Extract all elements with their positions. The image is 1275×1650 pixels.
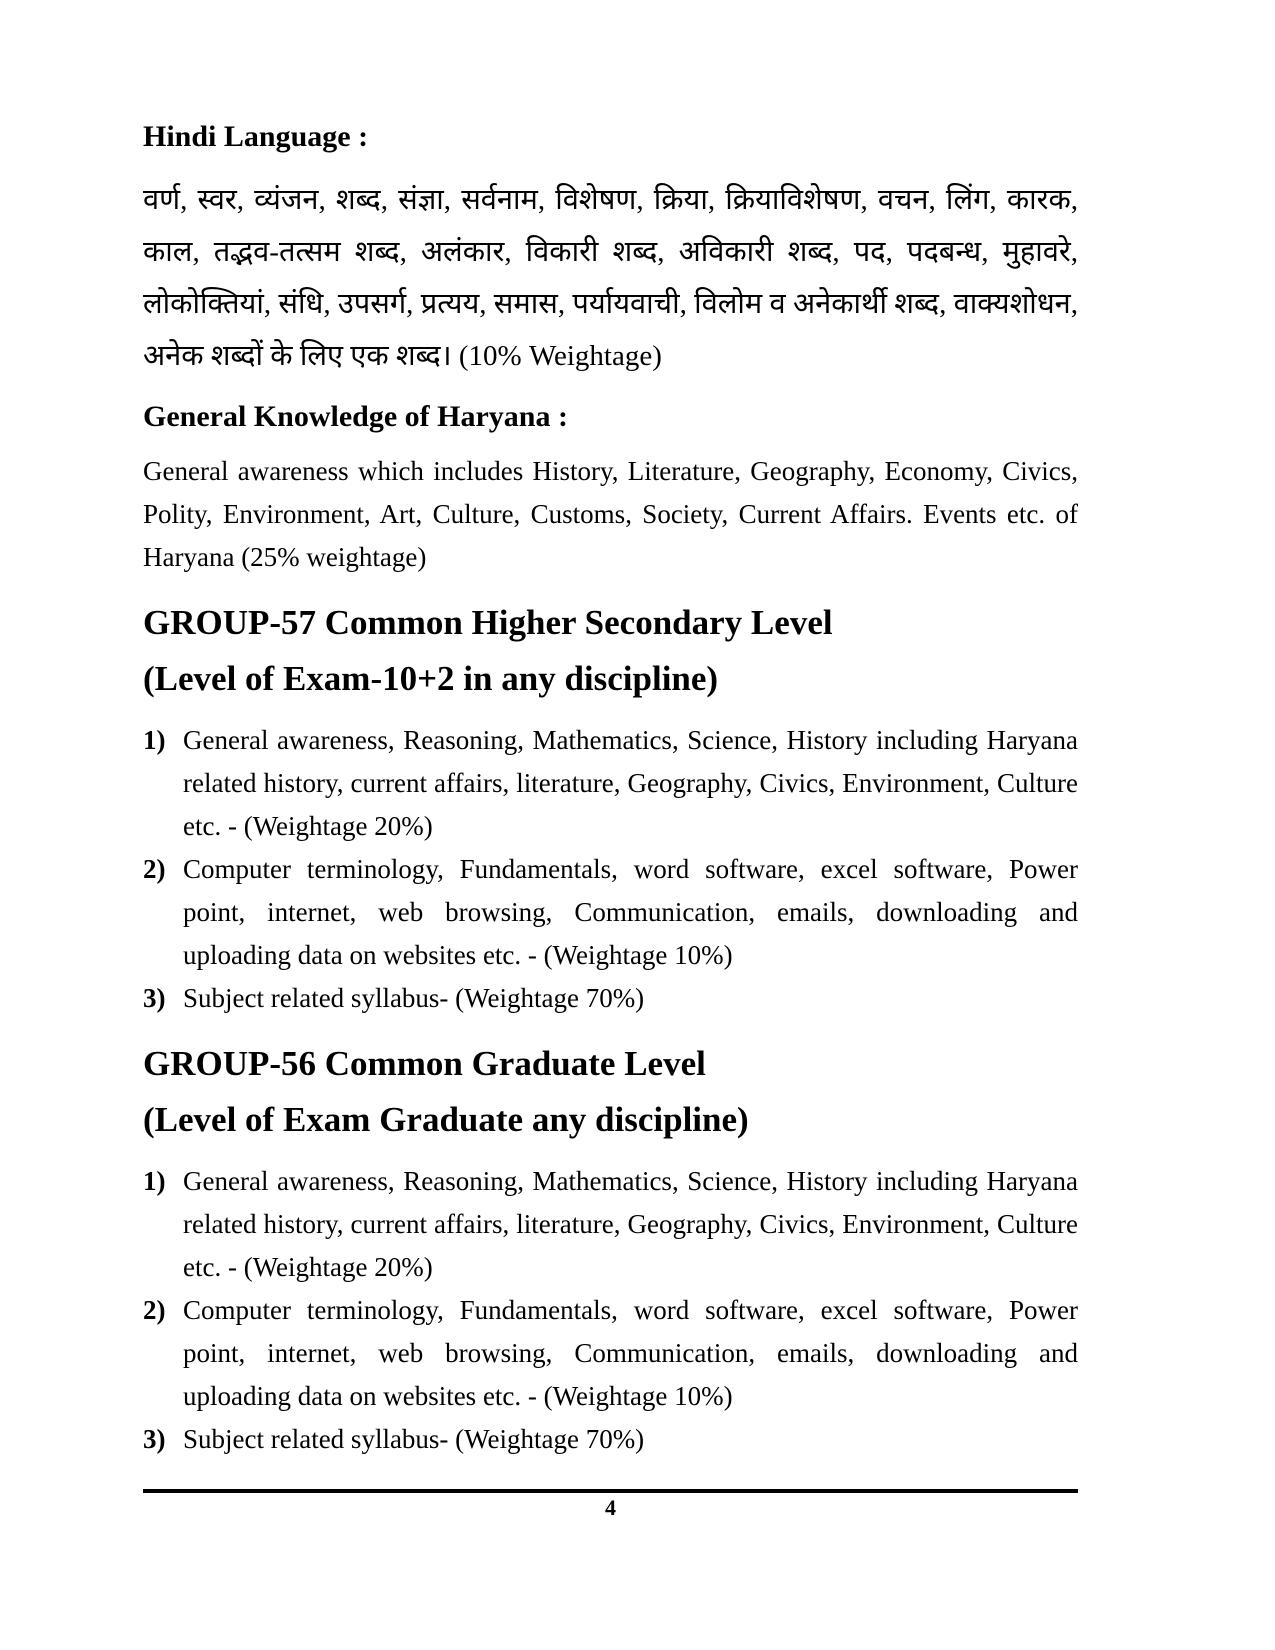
page-number: 4 [605,1495,616,1520]
group57-title-line2: (Level of Exam-10+2 in any discipline) [143,659,719,698]
group56-list-item-3 [143,1418,1078,1461]
list-item-text: Subject related syllabus- (Weightage 70%) [183,983,645,1013]
group56-title-line1: GROUP-56 Common Graduate Level [143,1044,706,1083]
page-footer [143,1489,1078,1521]
group57-list-item-3 [143,977,1078,1020]
document-content [143,0,1078,1461]
list-item-text: General awareness, Reasoning, Mathematics, Science, History including Haryana related history, current affairs, literature, Geography, Civics, Environment, Culture etc. - (Weightage 20%) [183,1166,1078,1282]
hindi-language-text: वर्ण, स्वर, व्यंजन, शब्द, संज्ञा, सर्वनाम, विशेषण, क्रिया, क्रियाविशेषण, वचन, लिंग, कारक, काल, तद्भव-तत्सम शब्द, अलंकार, विकारी शब्द, अविकारी शब्द, पद, पदबन्ध, मुहावरे, लोकोक्तियां, संधि, उपसर्ग, प्रत्यय, समास, पर्यायवाची, विलोम व अनेकार्थी शब्द, वाक्यशोधन, अनेक शब्दों के लिए एक शब्द। [143,184,1078,372]
list-item-marker: 2) [143,1295,166,1325]
list-item-text: Computer terminology, Fundamentals, word software, excel software, Power point, internet, web browsing, Communication, emails, downloading and uploading data on websites etc. - (Weightage 10%) [183,1295,1078,1411]
hindi-language-heading: Hindi Language : [143,120,369,153]
group56-title-line2: (Level of Exam Graduate any discipline) [143,1100,749,1139]
list-item-marker: 2) [143,854,166,884]
group57-heading [143,595,1078,707]
group57-list-item-1 [143,719,1078,848]
hindi-language-weightage: (10% Weightage) [458,340,662,372]
list-item-text: Computer terminology, Fundamentals, word software, excel software, Power point, internet, web browsing, Communication, emails, downloading and uploading data on websites etc. - (Weightage 10%) [183,854,1078,970]
list-item-text: Subject related syllabus- (Weightage 70%) [183,1424,645,1454]
group57-list [143,719,1078,1020]
group57-title-line1: GROUP-57 Common Higher Secondary Level [143,603,833,642]
group56-list-item-2 [143,1289,1078,1418]
group57-list-item-2 [143,848,1078,977]
group56-list [143,1160,1078,1461]
list-item-marker: 3) [143,983,166,1013]
group56-heading [143,1036,1078,1148]
list-item-marker: 3) [143,1424,166,1454]
group56-list-item-1 [143,1160,1078,1289]
list-item-text: General awareness, Reasoning, Mathematics, Science, History including Haryana related history, current affairs, literature, Geography, Civics, Environment, Culture etc. - (Weightage 20%) [183,725,1078,841]
general-knowledge-heading: General Knowledge of Haryana : [143,400,568,433]
footer-rule [143,1489,1078,1493]
general-knowledge-paragraph: General awareness which includes History, Literature, Geography, Economy, Civics, Polity, Environment, Art, Culture, Customs, Society, Current Affairs. Events etc. of Haryana (25% weightage) [143,456,1078,572]
list-item-marker: 1) [143,1166,166,1196]
hindi-language-paragraph [143,174,1078,382]
list-item-marker: 1) [143,725,166,755]
